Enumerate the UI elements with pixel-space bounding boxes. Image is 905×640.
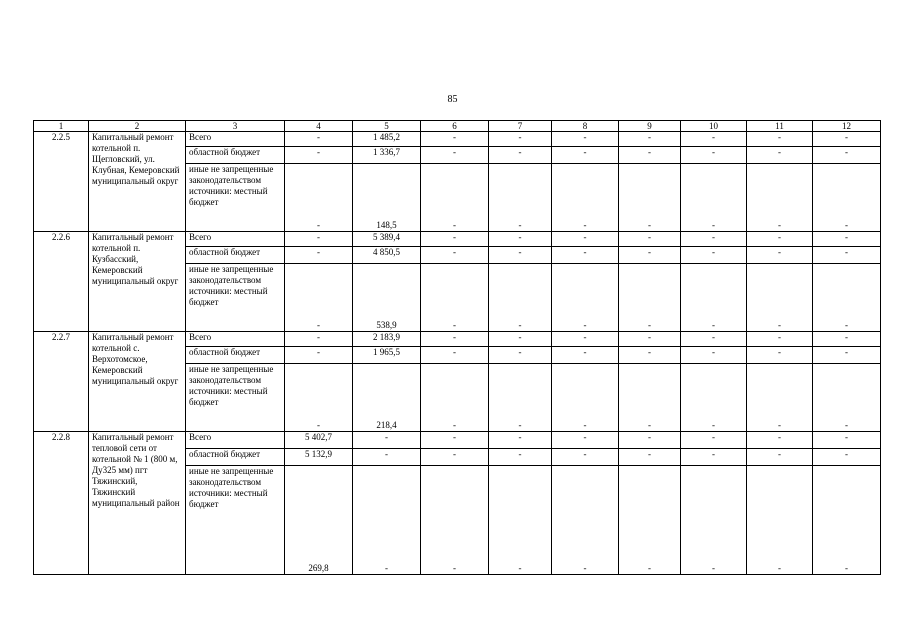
value-cell: 218,4	[353, 364, 421, 432]
value-cell: -	[681, 332, 747, 347]
value-cell: -	[747, 449, 813, 466]
value-cell: -	[552, 332, 619, 347]
value-cell: -	[421, 347, 489, 364]
value-cell: -	[619, 364, 681, 432]
value-cell: -	[747, 466, 813, 575]
value-cell: 1 485,2	[353, 132, 421, 147]
value-cell: -	[681, 364, 747, 432]
table-row	[34, 332, 881, 347]
value-cell: -	[619, 132, 681, 147]
value-cell: 4 850,5	[353, 247, 421, 264]
value-cell: -	[285, 347, 353, 364]
value-cell: -	[353, 449, 421, 466]
value-cell: -	[747, 264, 813, 332]
value-cell: -	[421, 247, 489, 264]
value-cell: -	[421, 364, 489, 432]
value-cell: -	[421, 264, 489, 332]
value-cell: -	[285, 132, 353, 147]
value-cell: -	[285, 364, 353, 432]
budget-table	[33, 120, 881, 575]
value-cell: -	[421, 147, 489, 164]
value-cell: -	[421, 449, 489, 466]
value-cell: 269,8	[285, 466, 353, 575]
column-header: 8	[552, 121, 619, 132]
value-cell: -	[747, 164, 813, 232]
value-cell: -	[552, 364, 619, 432]
value-cell: -	[813, 347, 881, 364]
item-code: 2.2.8	[34, 432, 89, 575]
value-cell: 1 965,5	[353, 347, 421, 364]
value-cell: -	[747, 332, 813, 347]
value-cell: -	[681, 232, 747, 247]
value-cell: -	[813, 264, 881, 332]
value-cell: -	[552, 147, 619, 164]
value-cell: -	[489, 432, 552, 449]
item-name: Капитальный ремонт тепловой сети от котельной № 1 (800 м, Ду325 мм) пгт Тяжинский, Тяжинский муниципальный район	[89, 432, 186, 575]
value-cell: 5 132,9	[285, 449, 353, 466]
value-cell: -	[421, 164, 489, 232]
value-cell: -	[489, 347, 552, 364]
column-number-row	[34, 121, 881, 132]
column-header: 6	[421, 121, 489, 132]
value-cell: -	[681, 347, 747, 364]
funding-source: иные не запрещенные законодательством источники: местный бюджет	[186, 264, 285, 332]
value-cell: -	[813, 432, 881, 449]
item-name: Капитальный ремонт котельной с. Верхотомское, Кемеровский муниципальный округ	[89, 332, 186, 432]
value-cell: -	[489, 232, 552, 247]
value-cell: -	[813, 466, 881, 575]
page-number: 85	[447, 94, 458, 105]
value-cell: -	[489, 132, 552, 147]
value-cell: -	[619, 466, 681, 575]
item-code: 2.2.7	[34, 332, 89, 432]
funding-source: Всего	[186, 132, 285, 147]
funding-source: областной бюджет	[186, 449, 285, 466]
value-cell: -	[489, 247, 552, 264]
value-cell: -	[285, 247, 353, 264]
item-code: 2.2.5	[34, 132, 89, 232]
value-cell: -	[619, 264, 681, 332]
value-cell: -	[619, 232, 681, 247]
value-cell: -	[285, 232, 353, 247]
value-cell: -	[421, 332, 489, 347]
value-cell: -	[813, 332, 881, 347]
value-cell: -	[681, 432, 747, 449]
funding-source: Всего	[186, 332, 285, 347]
value-cell: -	[813, 164, 881, 232]
column-header: 10	[681, 121, 747, 132]
value-cell: -	[747, 247, 813, 264]
value-cell: -	[421, 432, 489, 449]
value-cell: -	[552, 466, 619, 575]
column-header: 12	[813, 121, 881, 132]
value-cell: -	[552, 164, 619, 232]
value-cell: -	[681, 449, 747, 466]
value-cell: -	[619, 332, 681, 347]
value-cell: -	[813, 247, 881, 264]
column-header: 1	[34, 121, 89, 132]
value-cell: -	[552, 232, 619, 247]
value-cell: -	[552, 432, 619, 449]
value-cell: 538,9	[353, 264, 421, 332]
value-cell: 5 402,7	[285, 432, 353, 449]
value-cell: -	[747, 432, 813, 449]
funding-source: областной бюджет	[186, 347, 285, 364]
value-cell: -	[813, 132, 881, 147]
column-header: 11	[747, 121, 813, 132]
value-cell: -	[747, 147, 813, 164]
value-cell: -	[489, 264, 552, 332]
value-cell: -	[489, 364, 552, 432]
value-cell: -	[681, 247, 747, 264]
value-cell: -	[747, 364, 813, 432]
value-cell: -	[619, 147, 681, 164]
value-cell: 1 336,7	[353, 147, 421, 164]
value-cell: -	[747, 132, 813, 147]
funding-source: Всего	[186, 432, 285, 449]
funding-source: иные не запрещенные законодательством источники: местный бюджет	[186, 466, 285, 575]
value-cell: -	[421, 466, 489, 575]
value-cell: -	[489, 449, 552, 466]
value-cell: -	[552, 347, 619, 364]
value-cell: -	[421, 232, 489, 247]
value-cell: -	[353, 432, 421, 449]
value-cell: 5 389,4	[353, 232, 421, 247]
value-cell: -	[489, 466, 552, 575]
value-cell: -	[552, 247, 619, 264]
value-cell: -	[681, 164, 747, 232]
table-row	[34, 432, 881, 449]
column-header: 4	[285, 121, 353, 132]
column-header: 5	[353, 121, 421, 132]
value-cell: -	[552, 132, 619, 147]
value-cell: -	[619, 247, 681, 264]
value-cell: -	[421, 132, 489, 147]
value-cell: -	[619, 347, 681, 364]
value-cell: -	[285, 264, 353, 332]
value-cell: -	[285, 164, 353, 232]
table-row	[34, 232, 881, 247]
item-name: Капитальный ремонт котельной п. Щегловский, ул. Клубная, Кемеровский муниципальный округ	[89, 132, 186, 232]
value-cell: -	[681, 264, 747, 332]
item-code: 2.2.6	[34, 232, 89, 332]
value-cell: -	[552, 264, 619, 332]
funding-source: областной бюджет	[186, 247, 285, 264]
value-cell: -	[619, 432, 681, 449]
column-header: 3	[186, 121, 285, 132]
funding-source: иные не запрещенные законодательством источники: местный бюджет	[186, 164, 285, 232]
value-cell: -	[813, 147, 881, 164]
value-cell: -	[813, 232, 881, 247]
value-cell: -	[552, 449, 619, 466]
column-header: 2	[89, 121, 186, 132]
column-header: 9	[619, 121, 681, 132]
value-cell: -	[747, 347, 813, 364]
value-cell: -	[747, 232, 813, 247]
funding-source: Всего	[186, 232, 285, 247]
value-cell: -	[813, 449, 881, 466]
column-header: 7	[489, 121, 552, 132]
value-cell: -	[489, 332, 552, 347]
value-cell: -	[681, 147, 747, 164]
value-cell: -	[619, 164, 681, 232]
value-cell: -	[681, 466, 747, 575]
item-name: Капитальный ремонт котельной п. Кузбасский, Кемеровский муниципальный округ	[89, 232, 186, 332]
value-cell: -	[489, 147, 552, 164]
value-cell: -	[285, 147, 353, 164]
value-cell: -	[681, 132, 747, 147]
table-row	[34, 132, 881, 147]
value-cell: -	[353, 466, 421, 575]
funding-source: областной бюджет	[186, 147, 285, 164]
value-cell: -	[619, 449, 681, 466]
value-cell: 2 183,9	[353, 332, 421, 347]
funding-source: иные не запрещенные законодательством источники: местный бюджет	[186, 364, 285, 432]
value-cell: -	[285, 332, 353, 347]
value-cell: -	[813, 364, 881, 432]
value-cell: -	[489, 164, 552, 232]
value-cell: 148,5	[353, 164, 421, 232]
